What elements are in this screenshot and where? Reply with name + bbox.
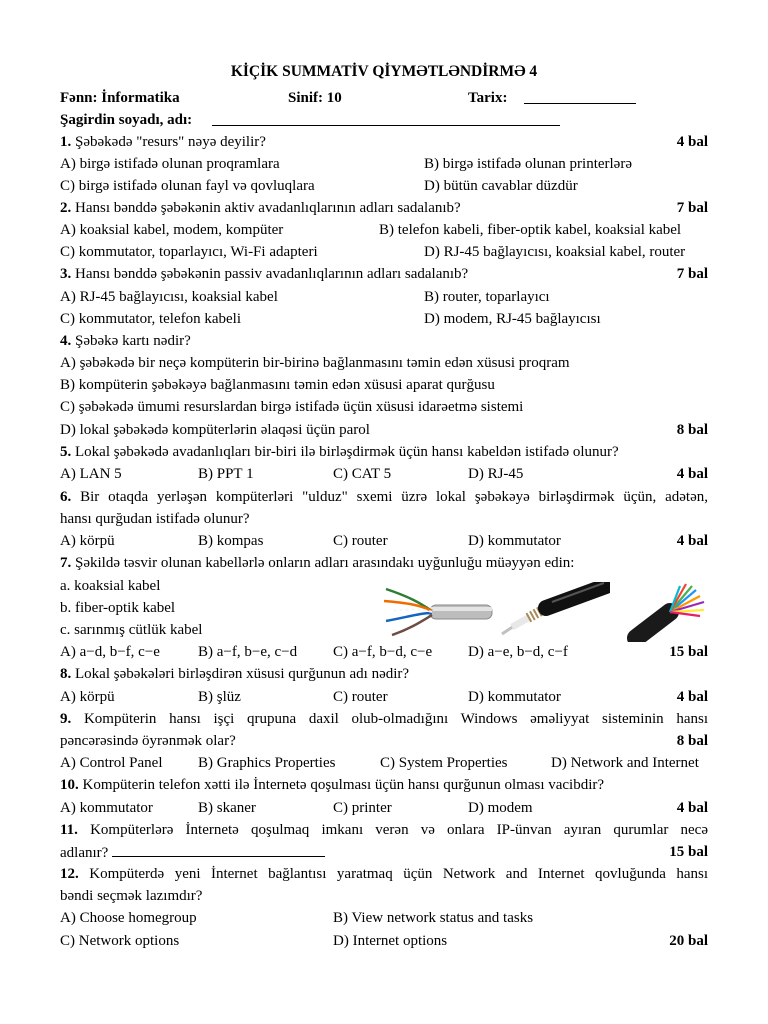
question-4-points: 8 bal xyxy=(676,422,708,438)
grade-label: Sinif: 10 xyxy=(288,90,342,106)
q8-option-a[interactable]: A) körpü xyxy=(60,689,115,705)
q10-option-d[interactable]: D) modem xyxy=(468,800,533,816)
question-12-line-1: 12. Kompüterdə yeni İnternet bağlantısı yaratmaq üçün Network and Internet qovluğunda hansı xyxy=(60,866,709,882)
fiber-optic-cable-image xyxy=(626,582,708,642)
q5-option-b[interactable]: B) PPT 1 xyxy=(198,466,254,482)
q2-option-b[interactable]: B) telefon kabeli, fiber-optik kabel, koaksial kabel xyxy=(379,222,682,238)
q3-option-c[interactable]: C) kommutator, telefon kabeli xyxy=(60,311,242,327)
q6-option-a[interactable]: A) körpü xyxy=(60,533,115,549)
q7-item-b: b. fiber-optik kabel xyxy=(60,600,176,616)
question-1: 1. Şəbəkədə "resurs" nəyə deyilir? xyxy=(60,134,266,150)
q7-option-b[interactable]: B) a−f, b−e, c−d xyxy=(198,644,298,660)
q2-option-c[interactable]: C) kommutator, toparlayıcı, Wi-Fi adapteri xyxy=(60,244,318,260)
question-9-line-1: 9. Kompüterin hansı işçi qrupuna daxil olub-olmadığını Windows əməliyyat sisteminin hansı xyxy=(60,711,708,727)
q2-option-a[interactable]: A) koaksial kabel, modem, kompüter xyxy=(60,222,284,238)
q5-option-d[interactable]: D) RJ-45 xyxy=(468,466,524,482)
q3-option-b[interactable]: B) router, toparlayıcı xyxy=(424,289,550,305)
q10-option-a[interactable]: A) kommutator xyxy=(60,800,153,816)
q10-option-c[interactable]: C) printer xyxy=(333,800,392,816)
q9-option-a[interactable]: A) Control Panel xyxy=(60,755,163,771)
question-7: 7. Şəkildə təsvir olunan kabellərlə onların adları arasındakı uyğunluğu müəyyən edin: xyxy=(60,555,575,571)
question-5-points: 4 bal xyxy=(676,466,708,482)
q1-option-b[interactable]: B) birgə istifadə olunan printerlərə xyxy=(424,156,632,172)
question-6-line-1: 6. Bir otaqda yerləşən kompüterləri "ulduz" sxemi üzrə lokal şəbəkəyə birləşdirmək üçün, adətən, xyxy=(60,489,709,505)
date-field[interactable] xyxy=(524,88,636,104)
q10-option-b[interactable]: B) skaner xyxy=(198,800,256,816)
q12-option-a[interactable]: A) Choose homegroup xyxy=(60,910,197,926)
q4-option-c[interactable]: C) şəbəkədə ümumi resurslardan birgə istifadə üçün xüsusi idarəetmə sistemi xyxy=(60,399,524,415)
question-9-points: 8 bal xyxy=(676,733,708,749)
q5-option-a[interactable]: A) LAN 5 xyxy=(60,466,122,482)
q12-option-b[interactable]: B) View network status and tasks xyxy=(333,910,534,926)
question-1-points: 4 bal xyxy=(676,134,708,150)
coaxial-cable-image xyxy=(500,582,610,640)
q7-item-a: a. koaksial kabel xyxy=(60,578,161,594)
q4-option-d[interactable]: D) lokal şəbəkədə kompüterlərin əlaqəsi üçün parol xyxy=(60,422,370,438)
q1-option-c[interactable]: C) birgə istifadə olunan fayl və qovluqlara xyxy=(60,178,315,194)
q3-option-d[interactable]: D) modem, RJ-45 bağlayıcısı xyxy=(424,311,601,327)
q7-option-d[interactable]: D) a−e, b−d, c−f xyxy=(468,644,568,660)
q9-option-d[interactable]: D) Network and Internet xyxy=(551,755,699,771)
q2-option-d[interactable]: D) RJ-45 bağlayıcısı, koaksial kabel, router xyxy=(424,244,686,260)
question-8-points: 4 bal xyxy=(676,689,708,705)
question-6-line-2: hansı qurğudan istifadə olunur? xyxy=(60,511,250,527)
question-12-points: 20 bal xyxy=(669,933,708,949)
question-11-line-1: 11. Kompüterlərə İnternetə qoşulmaq imkanı verən və onlara IP-ünvan ayıran qurumlar necə xyxy=(60,822,709,838)
q5-option-c[interactable]: C) CAT 5 xyxy=(333,466,392,482)
q6-option-d[interactable]: D) kommutator xyxy=(468,533,561,549)
question-11-line-2: adlanır? xyxy=(60,841,325,864)
q8-option-c[interactable]: C) router xyxy=(333,689,388,705)
q6-option-c[interactable]: C) router xyxy=(333,533,388,549)
q7-option-c[interactable]: C) a−f, b−d, c−e xyxy=(333,644,433,660)
question-11-points: 15 bal xyxy=(669,844,708,860)
question-5: 5. Lokal şəbəkədə avadanlıqları bir-biri ilə birləşdirmək üçün hansı kabeldən istifadə olunur? xyxy=(60,444,619,460)
question-12-line-2: bəndi seçmək lazımdır? xyxy=(60,888,203,904)
twisted-pair-cable-image xyxy=(380,583,495,638)
q9-option-c[interactable]: C) System Properties xyxy=(380,755,508,771)
q11-answer-field[interactable] xyxy=(112,841,325,857)
q12-option-d[interactable]: D) Internet options xyxy=(333,933,448,949)
question-3-points: 7 bal xyxy=(676,266,708,282)
question-2: 2. Hansı bənddə şəbəkənin aktiv avadanlıqlarının adları sadalanıb? xyxy=(60,200,461,216)
q8-option-b[interactable]: B) şlüz xyxy=(198,689,241,705)
question-9-line-2: pəncərəsində öyrənmək olar? xyxy=(60,733,236,749)
q4-option-a[interactable]: A) şəbəkədə bir neçə kompüterin bir-birinə bağlanmasını təmin edən xüsusi proqram xyxy=(60,355,570,371)
question-3: 3. Hansı bənddə şəbəkənin passiv avadanlıqlarının adları sadalanıb? xyxy=(60,266,469,282)
q3-option-a[interactable]: A) RJ-45 bağlayıcısı, koaksial kabel xyxy=(60,289,278,305)
q7-item-c: c. sarınmış cütlük kabel xyxy=(60,622,203,638)
question-4: 4. Şəbəkə kartı nədir? xyxy=(60,333,191,349)
student-name-field[interactable] xyxy=(212,110,560,126)
q4-option-b[interactable]: B) kompüterin şəbəkəyə bağlanmasını təmin edən xüsusi aparat qurğusu xyxy=(60,377,495,393)
q7-option-a[interactable]: A) a−d, b−f, c−e xyxy=(60,644,160,660)
q1-option-a[interactable]: A) birgə istifadə olunan proqramlara xyxy=(60,156,280,172)
student-name-label: Şagirdin soyadı, adı: xyxy=(60,112,193,128)
q8-option-d[interactable]: D) kommutator xyxy=(468,689,561,705)
date-label: Tarix: xyxy=(468,90,508,106)
q6-option-b[interactable]: B) kompas xyxy=(198,533,264,549)
question-10: 10. Kompüterin telefon xətti ilə İnternetə qoşulması üçün hansı qurğunun olması vacibdir? xyxy=(60,777,605,793)
q9-option-b[interactable]: B) Graphics Properties xyxy=(198,755,336,771)
question-2-points: 7 bal xyxy=(676,200,708,216)
question-7-points: 15 bal xyxy=(669,644,708,660)
subject-label: Fənn: İnformatika xyxy=(60,90,180,106)
question-8: 8. Lokal şəbəkələri birləşdirən xüsusi qurğunun adı nədir? xyxy=(60,666,410,682)
question-6-points: 4 bal xyxy=(676,533,708,549)
page-title: KİÇİK SUMMATİV QİYMƏTLƏNDİRMƏ 4 xyxy=(230,63,538,80)
q1-option-d[interactable]: D) bütün cavablar düzdür xyxy=(424,178,578,194)
question-10-points: 4 bal xyxy=(676,800,708,816)
q12-option-c[interactable]: C) Network options xyxy=(60,933,180,949)
